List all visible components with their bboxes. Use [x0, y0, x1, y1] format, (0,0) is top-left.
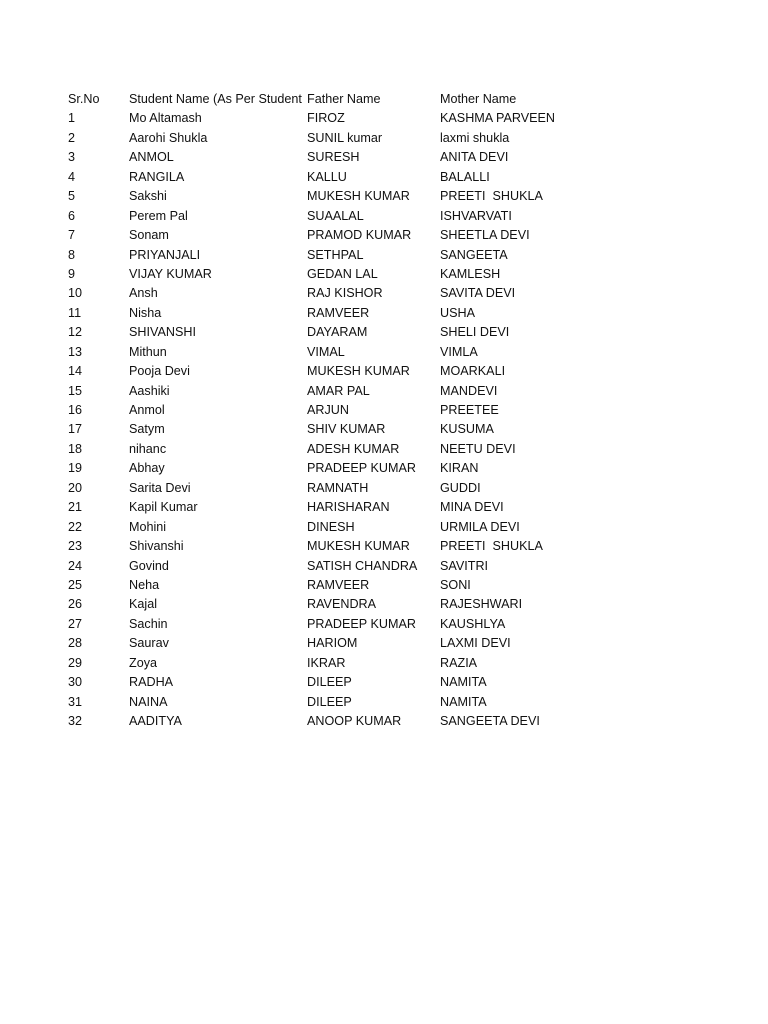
cell-father-name: SUNIL kumar	[307, 130, 383, 145]
cell-mother-name: MANDEVI	[440, 383, 498, 398]
cell-student-name: Aashiki	[129, 383, 170, 398]
table-row	[68, 362, 628, 381]
cell-mother-name: KASHMA PARVEEN	[440, 111, 556, 126]
table-row	[68, 459, 628, 478]
cell-student-name: nihanc	[129, 441, 167, 456]
table-row	[68, 129, 628, 148]
cell-sr-no: 19	[68, 461, 83, 476]
cell-sr-no: 12	[68, 325, 83, 340]
table-row	[68, 518, 628, 537]
cell-student-name: Mo Altamash	[129, 111, 202, 126]
cell-student-name: Nisha	[129, 305, 162, 320]
table-body	[68, 109, 628, 731]
cell-sr-no: 20	[68, 480, 83, 495]
cell-sr-no: 27	[68, 616, 83, 631]
cell-father-name: RAMVEER	[307, 577, 370, 592]
cell-father-name: DILEEP	[307, 675, 352, 690]
cell-sr-no: 21	[68, 500, 83, 515]
cell-mother-name: PREETI SHUKLA	[440, 189, 543, 204]
cell-mother-name: KAUSHLYA	[440, 616, 506, 631]
table-row	[68, 440, 628, 459]
cell-sr-no: 31	[68, 694, 83, 709]
cell-sr-no: 7	[68, 228, 76, 243]
cell-mother-name: NAMITA	[440, 675, 487, 690]
cell-student-name: ANMOL	[129, 150, 174, 165]
cell-mother-name: PREETEE	[440, 403, 499, 417]
cell-father-name: ARJUN	[307, 403, 349, 417]
cell-sr-no: 10	[68, 286, 83, 301]
cell-student-name: RANGILA	[129, 169, 185, 184]
cell-sr-no: 6	[68, 208, 76, 223]
cell-father-name: PRADEEP KUMAR	[307, 461, 416, 476]
cell-student-name: Ansh	[129, 286, 158, 301]
cell-sr-no: 30	[68, 675, 83, 690]
table-row	[68, 479, 628, 498]
table-row	[68, 537, 628, 556]
cell-student-name: AADITYA	[129, 714, 182, 728]
cell-father-name: RAMNATH	[307, 480, 369, 495]
cell-mother-name: KUSUMA	[440, 422, 494, 437]
cell-mother-name: GUDDI	[440, 480, 481, 495]
table-row	[68, 226, 628, 245]
table-row	[68, 420, 628, 439]
cell-student-name: VIJAY KUMAR	[129, 266, 212, 281]
cell-student-name: Shivanshi	[129, 539, 184, 554]
cell-mother-name: USHA	[440, 305, 475, 320]
cell-mother-name: URMILA DEVI	[440, 519, 520, 534]
cell-father-name: FIROZ	[307, 111, 345, 126]
header-mother-name: Mother Name	[440, 92, 517, 106]
cell-father-name: AMAR PAL	[307, 383, 370, 398]
cell-mother-name: ANITA DEVI	[440, 150, 509, 165]
cell-sr-no: 8	[68, 247, 76, 262]
cell-student-name: Anmol	[129, 403, 165, 417]
table-row	[68, 207, 628, 226]
cell-father-name: DILEEP	[307, 694, 352, 709]
cell-sr-no: 26	[68, 597, 83, 612]
cell-sr-no: 18	[68, 441, 83, 456]
cell-student-name: Govind	[129, 558, 169, 573]
table-row	[68, 168, 628, 187]
cell-mother-name: VIMLA	[440, 344, 478, 359]
cell-father-name: RAVENDRA	[307, 597, 377, 612]
cell-father-name: KALLU	[307, 169, 347, 184]
cell-mother-name: KAMLESH	[440, 266, 501, 281]
table-row	[68, 712, 628, 731]
table-row	[68, 654, 628, 673]
cell-student-name: Sakshi	[129, 189, 167, 204]
table-header	[68, 90, 628, 109]
table-row	[68, 595, 628, 614]
cell-student-name: Abhay	[129, 461, 165, 476]
cell-sr-no: 2	[68, 130, 76, 145]
cell-father-name: DAYARAM	[307, 325, 368, 340]
cell-sr-no: 13	[68, 344, 83, 359]
cell-sr-no: 29	[68, 655, 83, 670]
cell-mother-name: SANGEETA	[440, 247, 508, 262]
cell-mother-name: KIRAN	[440, 461, 479, 476]
cell-father-name: ADESH KUMAR	[307, 441, 400, 456]
cell-student-name: NAINA	[129, 694, 168, 709]
cell-sr-no: 25	[68, 577, 83, 592]
cell-mother-name: BALALLI	[440, 169, 490, 184]
table-row	[68, 343, 628, 362]
cell-mother-name: LAXMI DEVI	[440, 636, 511, 651]
cell-sr-no: 9	[68, 266, 76, 281]
cell-mother-name: RAJESHWARI	[440, 597, 523, 612]
cell-mother-name: RAZIA	[440, 655, 478, 670]
cell-student-name: Sachin	[129, 616, 168, 631]
cell-mother-name: SHELI DEVI	[440, 325, 510, 340]
cell-father-name: HARISHARAN	[307, 500, 390, 515]
cell-mother-name: PREETI SHUKLA	[440, 539, 543, 554]
cell-father-name: MUKESH KUMAR	[307, 189, 410, 204]
cell-mother-name: SAVITA DEVI	[440, 286, 516, 301]
cell-father-name: PRAMOD KUMAR	[307, 228, 412, 243]
cell-student-name: Kapil Kumar	[129, 500, 198, 515]
cell-father-name: MUKESH KUMAR	[307, 539, 410, 554]
cell-student-name: Saurav	[129, 636, 169, 651]
table-row	[68, 323, 628, 342]
table-row	[68, 284, 628, 303]
header-father-name: Father Name	[307, 92, 381, 106]
table-row	[68, 693, 628, 712]
cell-father-name: HARIOM	[307, 636, 358, 651]
table-row	[68, 498, 628, 517]
cell-student-name: Aarohi Shukla	[129, 130, 208, 145]
cell-mother-name: SAVITRI	[440, 558, 489, 573]
cell-father-name: IKRAR	[307, 655, 346, 670]
cell-student-name: Pooja Devi	[129, 364, 190, 379]
cell-sr-no: 5	[68, 189, 76, 204]
cell-sr-no: 16	[68, 403, 83, 417]
cell-student-name: Perem Pal	[129, 208, 188, 223]
cell-father-name: SETHPAL	[307, 247, 364, 262]
table-row	[68, 246, 628, 265]
cell-father-name: SHIV KUMAR	[307, 422, 386, 437]
cell-student-name: Mohini	[129, 519, 167, 534]
cell-sr-no: 22	[68, 519, 83, 534]
cell-father-name: SURESH	[307, 150, 360, 165]
cell-father-name: VIMAL	[307, 344, 345, 359]
table-row	[68, 187, 628, 206]
cell-mother-name: MINA DEVI	[440, 500, 504, 515]
cell-student-name: PRIYANJALI	[129, 247, 201, 262]
cell-sr-no: 14	[68, 364, 83, 379]
cell-sr-no: 23	[68, 539, 83, 554]
cell-student-name: Sonam	[129, 228, 169, 243]
cell-student-name: SHIVANSHI	[129, 325, 196, 340]
cell-sr-no: 3	[68, 150, 76, 165]
cell-student-name: RADHA	[129, 675, 174, 690]
cell-father-name: RAMVEER	[307, 305, 370, 320]
cell-father-name: ANOOP KUMAR	[307, 714, 402, 728]
table-row	[68, 382, 628, 401]
cell-mother-name: NEETU DEVI	[440, 441, 516, 456]
cell-sr-no: 11	[68, 305, 82, 320]
cell-student-name: Satym	[129, 422, 165, 437]
cell-father-name: DINESH	[307, 519, 355, 534]
table-row	[68, 673, 628, 692]
cell-mother-name: SHEETLA DEVI	[440, 228, 530, 243]
cell-mother-name: MOARKALI	[440, 364, 506, 379]
cell-mother-name: SANGEETA DEVI	[440, 714, 540, 728]
cell-student-name: Zoya	[129, 655, 157, 670]
student-table	[68, 90, 628, 731]
table-row	[68, 109, 628, 128]
cell-father-name: PRADEEP KUMAR	[307, 616, 416, 631]
header-student-name: Student Name (As Per Student	[129, 92, 302, 106]
cell-mother-name: NAMITA	[440, 694, 487, 709]
cell-father-name: GEDAN LAL	[307, 266, 378, 281]
cell-father-name: RAJ KISHOR	[307, 286, 383, 301]
cell-student-name: Sarita Devi	[129, 480, 191, 495]
table-row	[68, 401, 628, 420]
cell-student-name: Neha	[129, 577, 160, 592]
cell-father-name: MUKESH KUMAR	[307, 364, 410, 379]
cell-sr-no: 15	[68, 383, 83, 398]
table-row	[68, 265, 628, 284]
cell-mother-name: SONI	[440, 577, 471, 592]
cell-student-name: Mithun	[129, 344, 167, 359]
cell-father-name: SATISH CHANDRA	[307, 558, 418, 573]
table-row	[68, 304, 628, 323]
cell-sr-no: 28	[68, 636, 83, 651]
cell-sr-no: 1	[68, 111, 76, 126]
cell-sr-no: 24	[68, 558, 83, 573]
cell-mother-name: laxmi shukla	[440, 130, 510, 145]
cell-student-name: Kajal	[129, 597, 158, 612]
cell-mother-name: ISHVARVATI	[440, 208, 512, 223]
table-row	[68, 557, 628, 576]
cell-sr-no: 4	[68, 169, 76, 184]
header-sr-no: Sr.No	[68, 92, 100, 106]
table-row	[68, 634, 628, 653]
table-row	[68, 576, 628, 595]
cell-sr-no: 17	[68, 422, 83, 437]
cell-father-name: SUAALAL	[307, 208, 364, 223]
table-row	[68, 615, 628, 634]
table-row	[68, 148, 628, 167]
cell-sr-no: 32	[68, 714, 83, 728]
